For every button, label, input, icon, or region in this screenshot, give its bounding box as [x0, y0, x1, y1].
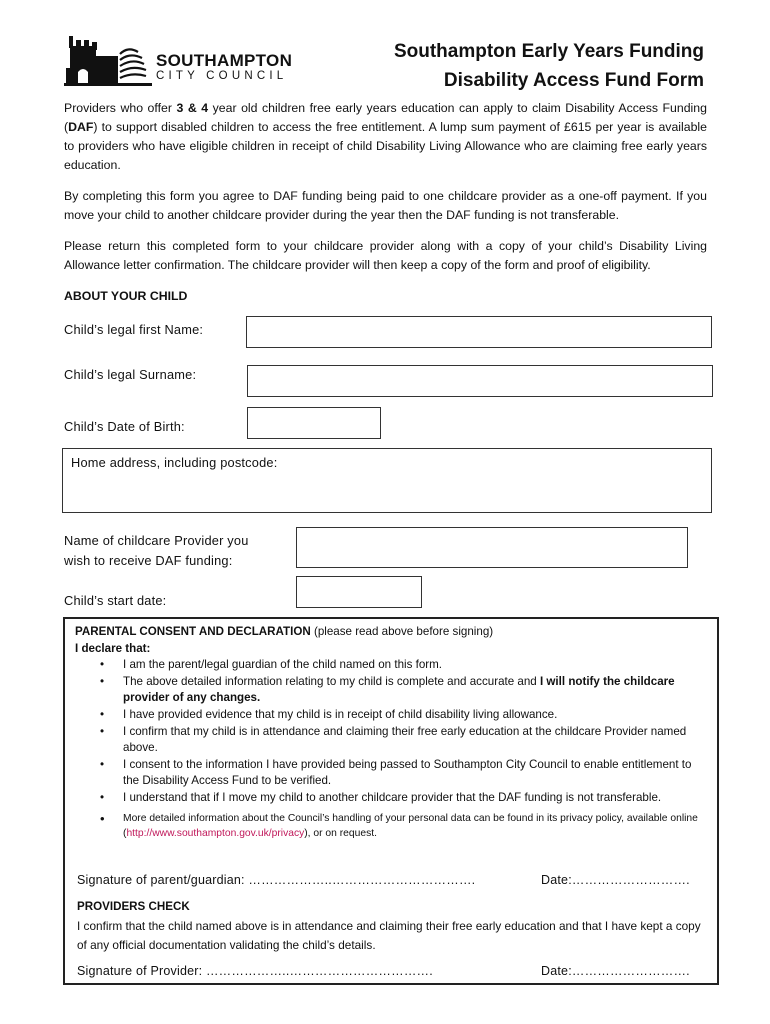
first-name-field[interactable]	[246, 316, 712, 348]
intro-text: year old children free early years education can apply to claim Disability Access Funding (	[64, 101, 707, 134]
parent-signature-line[interactable]: Signature of parent/guardian: ………………..…………………………….	[77, 873, 476, 887]
dob-field[interactable]	[247, 407, 381, 439]
address-label: Home address, including postcode:	[71, 455, 278, 470]
provider-label-line: Name of childcare Provider you	[64, 533, 249, 548]
providers-text: I confirm that the child named above is in attendance and claiming their free early education and that I have kept a copy of any official documentation validating the child’s details.	[77, 919, 701, 952]
provider-date-line[interactable]: Date:……………………….	[541, 964, 690, 978]
intro-text: Providers who offer	[64, 101, 177, 115]
list-item-text: The above detailed information relating to my child is complete and accurate and	[123, 674, 540, 688]
intro-paragraph-3: Please return this completed form to your childcare provider along with a copy of your child’s Disability Living Allowance letter confirmation. The childcare provider will then keep a copy of the form and proof of eligibility.	[64, 239, 707, 272]
declaration-heading-note: (please read above before signing)	[310, 625, 494, 638]
title-line-2: Disability Access Fund Form	[443, 70, 704, 91]
start-date-label: Child’s start date:	[64, 593, 167, 608]
list-item	[75, 757, 707, 790]
intro-bold: DAF	[68, 120, 94, 134]
page-title	[394, 37, 704, 95]
list-item	[75, 724, 707, 757]
bullet-icon: •	[100, 724, 105, 738]
declaration-list	[75, 657, 707, 840]
castle-logo-icon	[64, 32, 154, 88]
privacy-link[interactable]: http://www.southampton.gov.uk/privacy	[126, 827, 305, 839]
privacy-text: ), or on request.	[304, 827, 377, 839]
intro-text: ) to support disabled children to access the free entitlement. A lump sum payment of £615 per year is available to providers who have eligible children in receipt of child Disability Living Allowance who are claiming free early years education.	[64, 120, 707, 172]
list-item	[75, 790, 707, 807]
bullet-icon: •	[100, 790, 105, 804]
declaration-heading	[75, 624, 707, 641]
privacy-item	[75, 811, 707, 841]
address-field[interactable]	[62, 448, 712, 513]
intro-paragraph-1	[64, 99, 707, 175]
declare-label: I declare that:	[75, 641, 151, 655]
title-line-1: Southampton Early Years Funding	[393, 41, 704, 62]
intro-bold: 3 & 4	[176, 101, 209, 115]
list-item	[75, 707, 707, 724]
first-name-label: Child’s legal first Name:	[64, 322, 204, 337]
parent-date-line[interactable]: Date:……………………….	[541, 873, 690, 887]
logo-text-sub: CITY COUNCIL	[156, 70, 288, 82]
surname-field[interactable]	[247, 365, 713, 397]
bullet-icon: •	[100, 658, 105, 672]
bullet-icon: •	[100, 674, 105, 688]
declaration-section	[63, 617, 719, 985]
list-item	[75, 674, 707, 707]
provider-field[interactable]	[296, 527, 688, 568]
list-item-bold: I will notify the childcare provider of any changes.	[123, 674, 675, 705]
provider-label	[64, 531, 249, 571]
list-item-text: I have provided evidence that my child is in receipt of child disability living allowance.	[123, 707, 558, 721]
bullet-icon: •	[100, 757, 105, 771]
dob-label: Child’s Date of Birth:	[64, 419, 185, 434]
logo-text-main: SOUTHAMPTON	[156, 51, 293, 70]
provider-signature-line[interactable]: Signature of Provider: ………………..…………………………….	[77, 964, 433, 978]
declaration-heading-text: PARENTAL CONSENT AND DECLARATION	[75, 625, 311, 638]
surname-label: Child’s legal Surname:	[64, 367, 197, 382]
list-item-text: I am the parent/legal guardian of the child named on this form.	[123, 658, 443, 672]
about-heading: ABOUT YOUR CHILD	[64, 289, 188, 303]
list-item-text: I consent to the information I have provided being passed to Southampton City Council to enable entitlement to the Disability Access Fund to be verified.	[123, 757, 692, 788]
intro-paragraph-2: By completing this form you agree to DAF funding being paid to one childcare provider as a one-off payment. If you move your child to another childcare provider during the year then the DAF funding is not transferable.	[64, 189, 707, 222]
list-item	[75, 657, 707, 674]
provider-label-line: wish to receive DAF funding:	[64, 553, 233, 568]
bullet-icon: •	[100, 810, 105, 826]
privacy-text: More detailed information about the Council’s handling of your personal data can be found in its privacy policy, available online (	[123, 812, 698, 839]
start-date-field[interactable]	[296, 576, 422, 608]
list-item-text: I confirm that my child is in attendance and claiming their free early education at the childcare Provider named above.	[123, 724, 687, 755]
bullet-icon: •	[100, 707, 105, 721]
list-item-text: I understand that if I move my child to another childcare provider that the DAF funding is not transferable.	[123, 790, 662, 804]
providers-heading: PROVIDERS CHECK	[77, 900, 190, 913]
